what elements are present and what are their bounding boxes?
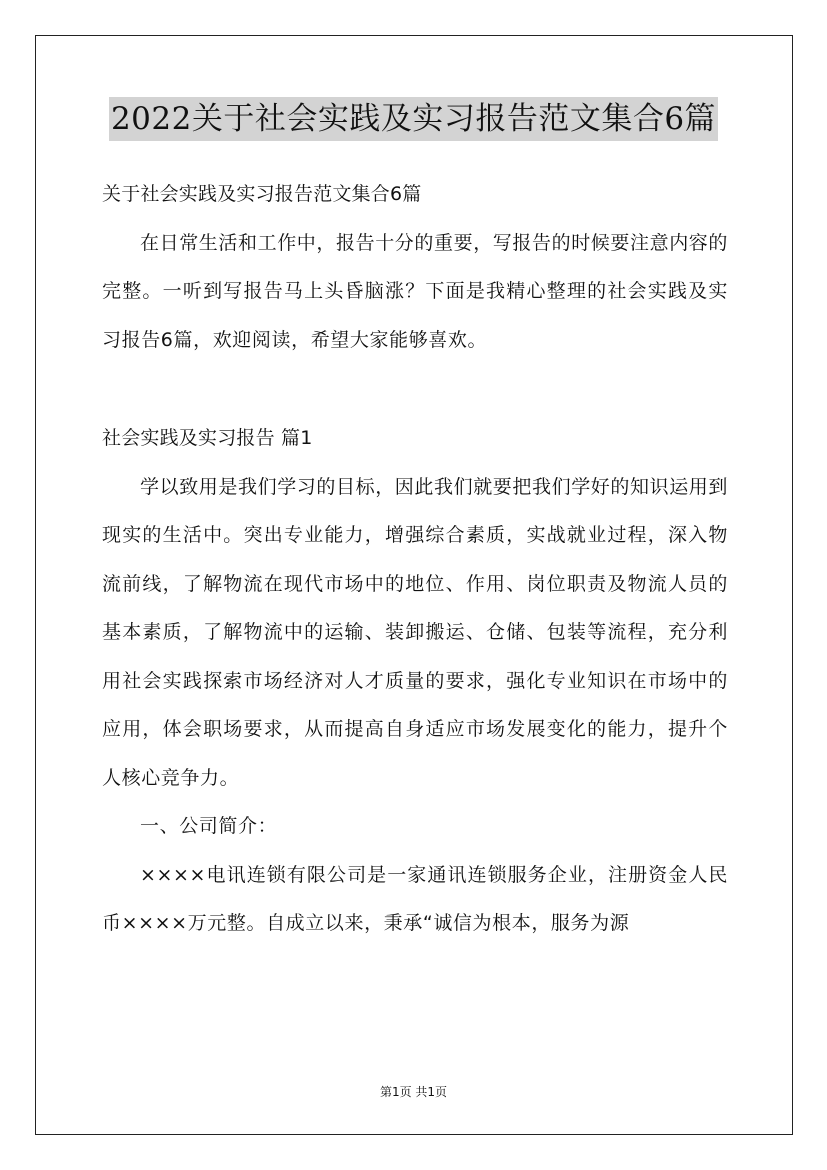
section-spacer [102,364,728,414]
title-container [0,97,827,141]
document-subtitle: 关于社会实践及实习报告范文集合6篇 [102,183,422,205]
document-title: 2022关于社会实践及实习报告范文集合6篇 [109,97,718,141]
intro-paragraph: 在日常生活和工作中，报告十分的重要，写报告的时候要注意内容的完整。一听到写报告马上头昏脑涨？下面是我精心整理的社会实践及实习报告6篇，欢迎阅读，希望大家能够喜欢。 [102,231,729,351]
document-body [102,170,728,948]
section-paragraph: 学以致用是我们学习的目标，因此我们就要把我们学好的知识运用到现实的生活中。突出专业能力，增强综合素质，实战就业过程，深入物流前线，了解物流在现代市场中的地位、作用、岗位职责及物流人员的基本素质，了解物流中的运输、装卸搬运、仓储、包装等流程，充分利用社会实践探索市场经济对人才质量的要求，强化专业知识在市场中的应用，体会职场要求，从而提高自身适应市场发展变化的能力，提升个人核心竞争力。 [102,475,729,789]
company-heading: 一、公司简介： [140,815,278,837]
page-footer: 第1页 共1页 [379,1085,448,1099]
company-paragraph: ××××电讯连锁有限公司是一家通讯连锁服务企业，注册资金人民币××××万元整。自成立以来，秉承“诚信为根本，服务为源 [102,863,728,934]
section-heading: 社会实践及实习报告 篇1 [102,427,313,449]
